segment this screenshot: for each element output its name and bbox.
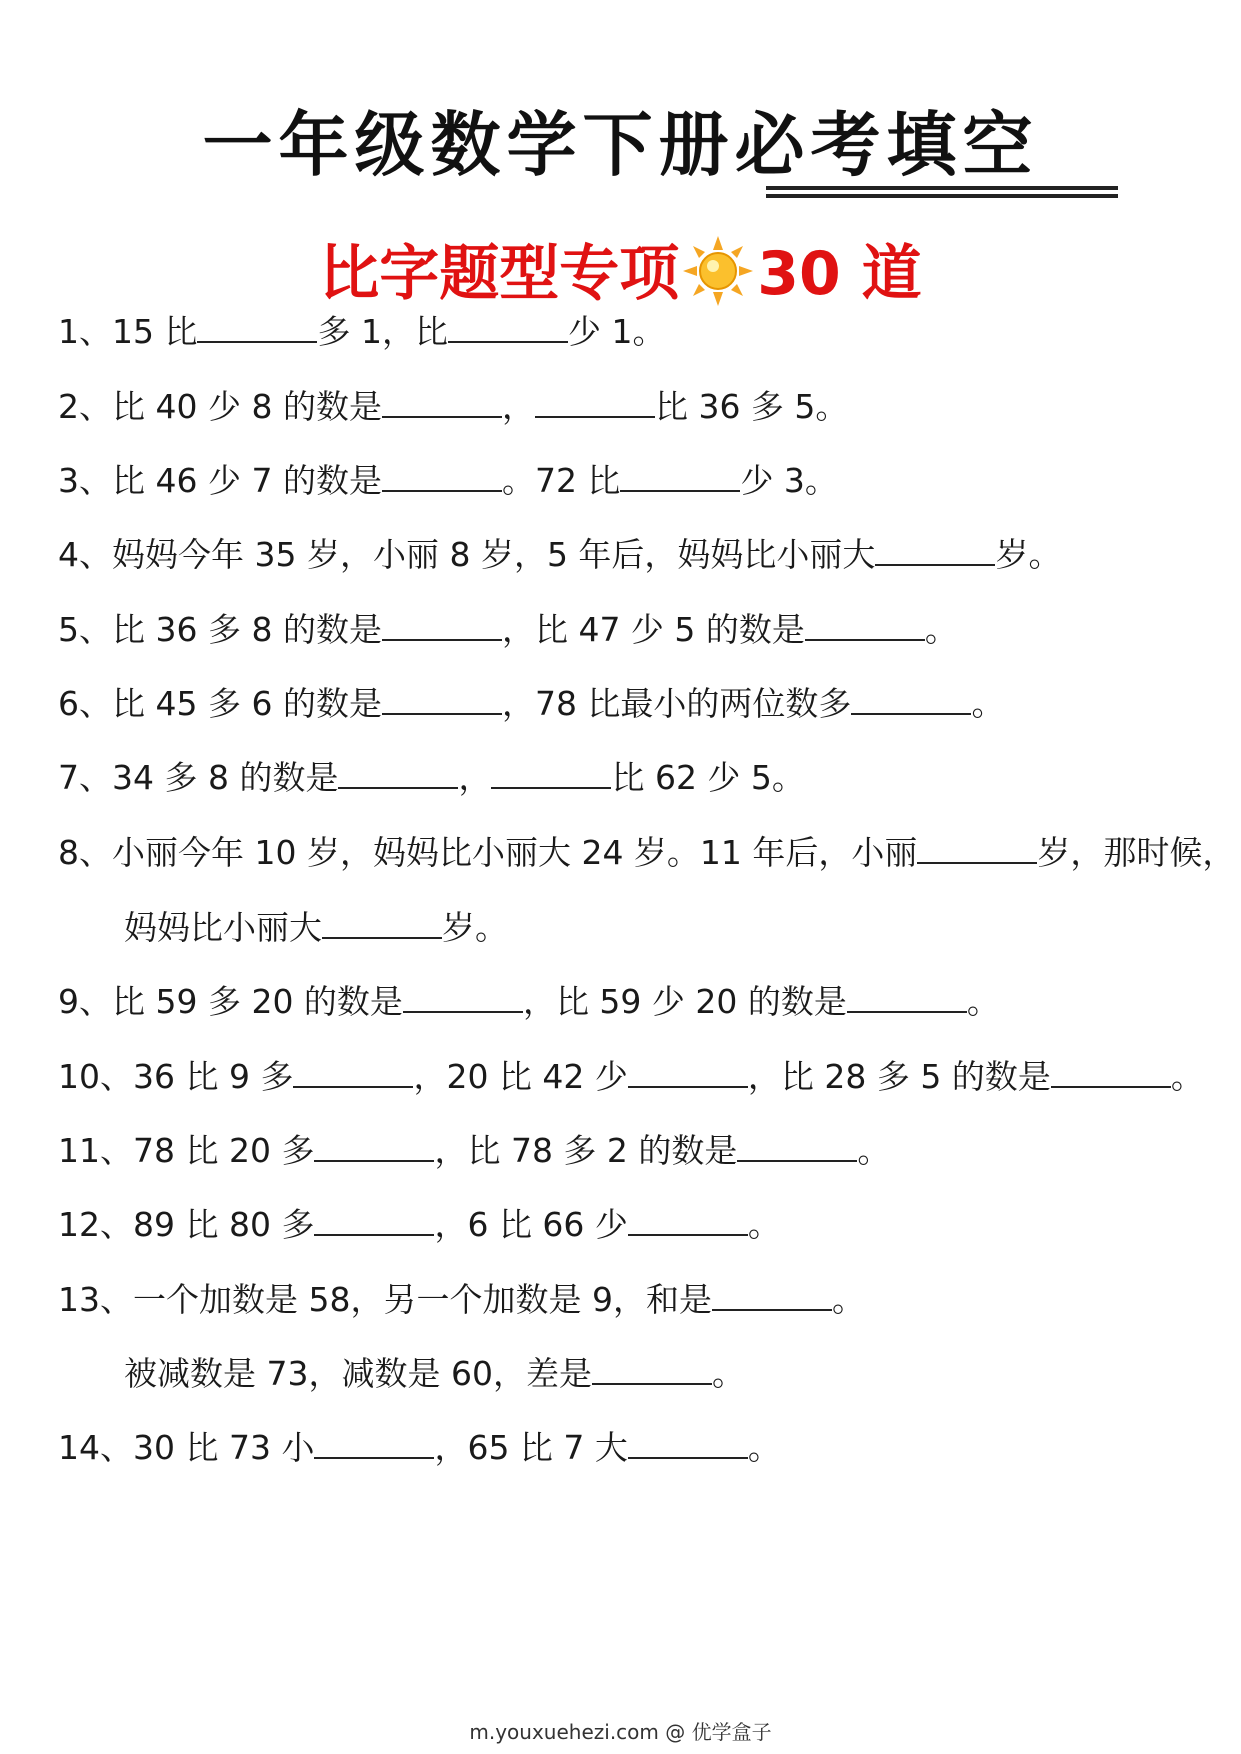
answer-blank[interactable]	[322, 907, 442, 939]
answer-blank[interactable]	[805, 609, 925, 641]
answer-blank[interactable]	[314, 1204, 434, 1236]
answer-blank[interactable]	[403, 981, 523, 1013]
page-title: 一年级数学下册必考填空	[202, 104, 1039, 186]
subtitle-count: 30 道	[757, 239, 922, 309]
answer-blank[interactable]	[628, 1056, 748, 1088]
answer-blank[interactable]	[382, 683, 502, 715]
footer-watermark: m.youxuehezi.com @ 优学盒子	[469, 1720, 772, 1744]
answer-blank[interactable]	[875, 534, 995, 566]
answer-blank[interactable]	[620, 460, 740, 492]
question-4: 4、妈妈今年 35 岁，小丽 8 岁，5 年后，妈妈比小丽大 岁。	[58, 535, 1062, 574]
answer-blank[interactable]	[448, 311, 568, 343]
answer-blank[interactable]	[197, 311, 317, 343]
question-9: 9、比 59 多 20 的数是 ，比 59 少 20 的数是 。	[58, 982, 1000, 1021]
question-11: 11、78 比 20 多 ，比 78 多 2 的数是 。	[58, 1131, 891, 1170]
question-7: 7、34 多 8 的数是 ， 比 62 少 5。	[58, 758, 805, 797]
question-12: 12、89 比 80 多 ，6 比 66 少 。	[58, 1205, 781, 1244]
question-3: 3、比 46 少 7 的数是 。72 比 少 3。	[58, 461, 838, 500]
answer-blank[interactable]	[917, 832, 1037, 864]
title-double-underline	[766, 186, 1118, 198]
answer-blank[interactable]	[592, 1353, 712, 1385]
answer-blank[interactable]	[338, 757, 458, 789]
question-8-continued: 妈妈比小丽大 岁。	[124, 908, 508, 947]
answer-blank[interactable]	[314, 1130, 434, 1162]
question-1: 1、15 比 多 1，比 少 1。	[58, 312, 666, 351]
question-2: 2、比 40 少 8 的数是 ， 比 36 多 5。	[58, 387, 849, 426]
page-subtitle	[0, 236, 1241, 312]
answer-blank[interactable]	[628, 1204, 748, 1236]
subtitle-text: 比字题型专项	[319, 239, 680, 309]
answer-blank[interactable]	[491, 757, 611, 789]
question-10: 10、36 比 9 多 ，20 比 42 少 ，比 28 多 5 的数是 。	[58, 1057, 1204, 1096]
answer-blank[interactable]	[293, 1056, 413, 1088]
question-14: 14、30 比 73 小 ，65 比 7 大 。	[58, 1428, 781, 1467]
answer-blank[interactable]	[851, 683, 971, 715]
answer-blank[interactable]	[628, 1427, 748, 1459]
sun-icon	[683, 236, 753, 306]
answer-blank[interactable]	[382, 609, 502, 641]
answer-blank[interactable]	[712, 1279, 832, 1311]
question-6: 6、比 45 多 6 的数是 ，78 比最小的两位数多 。	[58, 684, 1005, 723]
answer-blank[interactable]	[382, 386, 502, 418]
answer-blank[interactable]	[1051, 1056, 1171, 1088]
answer-blank[interactable]	[535, 386, 655, 418]
answer-blank[interactable]	[382, 460, 502, 492]
question-13: 13、一个加数是 58，另一个加数是 9，和是 。	[58, 1280, 865, 1319]
answer-blank[interactable]	[314, 1427, 434, 1459]
question-5: 5、比 36 多 8 的数是 ，比 47 少 5 的数是 。	[58, 610, 958, 649]
question-13-continued: 被减数是 73，减数是 60，差是 。	[124, 1354, 745, 1393]
answer-blank[interactable]	[847, 981, 967, 1013]
question-8: 8、小丽今年 10 岁，妈妈比小丽大 24 岁。11 年后，小丽 岁，那时候，	[58, 833, 1236, 872]
answer-blank[interactable]	[737, 1130, 857, 1162]
